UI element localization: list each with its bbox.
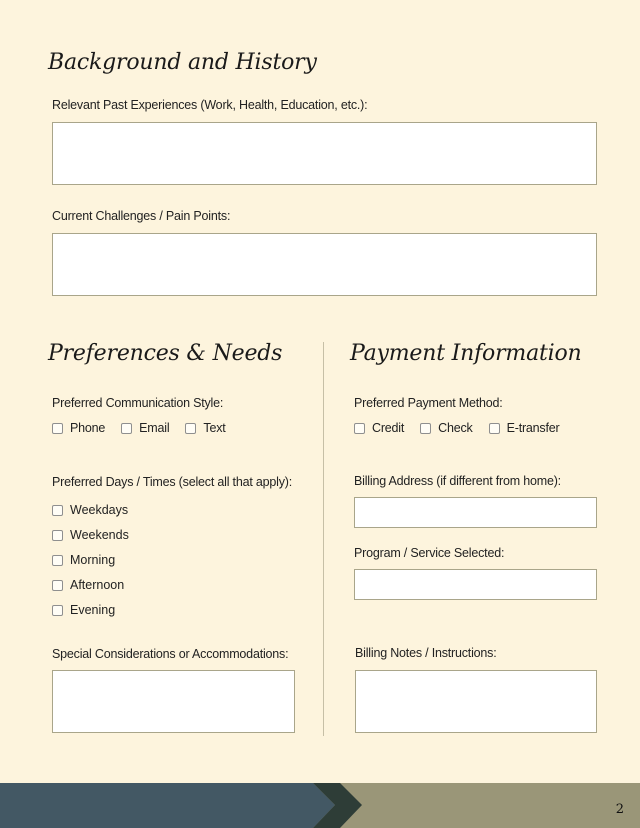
page-number: 2: [615, 802, 624, 817]
communication-style-label: Preferred Communication Style:: [52, 396, 224, 410]
checkbox-weekdays[interactable]: Weekdays: [52, 503, 128, 517]
checkbox-credit[interactable]: Credit: [354, 421, 404, 435]
billing-address-field[interactable]: [354, 497, 597, 528]
checkbox-icon[interactable]: [52, 423, 63, 434]
section-title-background: Background and History: [48, 50, 317, 75]
billing-notes-field[interactable]: [355, 670, 597, 733]
checkbox-afternoon[interactable]: Afternoon: [52, 578, 124, 592]
special-considerations-label: Special Considerations or Accommodations:: [52, 647, 289, 661]
checkbox-icon[interactable]: [121, 423, 132, 434]
communication-options: [52, 421, 242, 435]
billing-notes-label: Billing Notes / Instructions:: [355, 646, 497, 660]
checkbox-morning[interactable]: Morning: [52, 553, 115, 567]
special-considerations-field[interactable]: [52, 670, 295, 733]
checkbox-icon[interactable]: [52, 505, 63, 516]
checkbox-icon[interactable]: [52, 580, 63, 591]
program-service-label: Program / Service Selected:: [354, 546, 505, 560]
checkbox-evening[interactable]: Evening: [52, 603, 115, 617]
challenges-label: Current Challenges / Pain Points:: [52, 209, 231, 223]
checkbox-etransfer[interactable]: E-transfer: [489, 421, 560, 435]
payment-method-label: Preferred Payment Method:: [354, 396, 503, 410]
checkbox-icon[interactable]: [52, 555, 63, 566]
checkbox-phone[interactable]: Phone: [52, 421, 105, 435]
checkbox-icon[interactable]: [52, 605, 63, 616]
checkbox-text[interactable]: Text: [185, 421, 225, 435]
payment-method-options: [354, 421, 575, 435]
checkbox-check[interactable]: Check: [420, 421, 472, 435]
column-divider: [323, 342, 324, 736]
days-times-label: Preferred Days / Times (select all that apply):: [52, 475, 292, 489]
past-experiences-label: Relevant Past Experiences (Work, Health, Education, etc.):: [52, 98, 368, 112]
section-title-preferences: Preferences & Needs: [48, 341, 283, 366]
checkbox-icon[interactable]: [354, 423, 365, 434]
checkbox-icon[interactable]: [420, 423, 431, 434]
past-experiences-field[interactable]: [52, 122, 597, 185]
program-service-field[interactable]: [354, 569, 597, 600]
challenges-field[interactable]: [52, 233, 597, 296]
section-title-payment: Payment Information: [350, 341, 582, 366]
checkbox-icon[interactable]: [489, 423, 500, 434]
checkbox-weekends[interactable]: Weekends: [52, 528, 129, 542]
billing-address-label: Billing Address (if different from home):: [354, 474, 561, 488]
checkbox-icon[interactable]: [52, 530, 63, 541]
checkbox-icon[interactable]: [185, 423, 196, 434]
checkbox-email[interactable]: Email: [121, 421, 169, 435]
footer-band: [0, 783, 640, 828]
footer-chevron-icon: [0, 783, 640, 828]
